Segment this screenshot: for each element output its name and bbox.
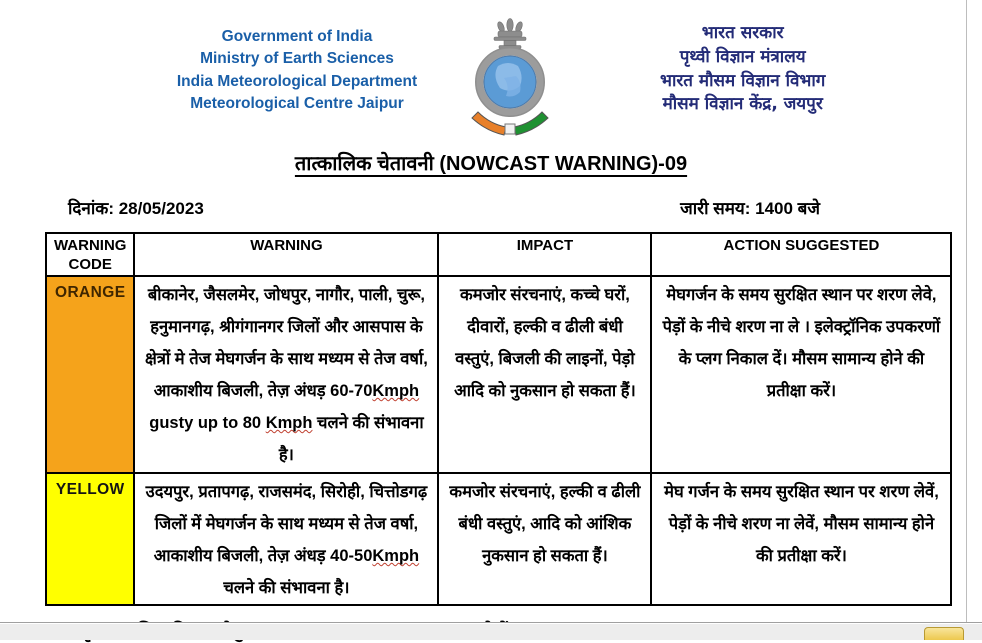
title-row xyxy=(0,149,982,176)
kendra-jaipur-line: मौसम विज्ञान केंद्र, जयपुर xyxy=(662,94,823,115)
table-header-row xyxy=(46,233,951,276)
yellow-warning-tail: चलने की संभावना है। xyxy=(223,579,350,598)
ministry-line: Ministry of Earth Sciences xyxy=(200,50,394,68)
imd-logo xyxy=(462,18,558,143)
bharat-sarkar-line: भारत सरकार xyxy=(701,23,784,43)
window-bottom-bar xyxy=(0,622,982,640)
orange-warning-text: बीकानेर, जैसलमेर, जोधपुर, नागौर, पाली, चुरू, हनुमानगढ़, श्रीगंगानगर जिलों और आसपास के क्षेत्रों मे तेज मेघगर्जन के साथ मध्यम से तेज वर्षा, आकाशीय बिजली, तेज़ अंधड़ 60-70 xyxy=(145,285,428,401)
orange-warning-cell xyxy=(134,276,438,473)
impact-header-cell: IMPACT xyxy=(438,233,651,276)
gov-of-india-line: Government of India xyxy=(221,28,373,45)
orange-kmph-1: Kmph xyxy=(372,382,420,401)
orange-warning-tail: चलने की संभावना है। xyxy=(278,414,424,465)
orange-kmph-2: Kmph xyxy=(265,414,313,433)
yellow-warning-row xyxy=(46,473,951,606)
yellow-code-cell: YELLOW xyxy=(46,473,134,606)
orange-impact-cell: कमजोर संरचनाएं, कच्चे घरों, दीवारों, हल्की व ढीली बंधी वस्तुएं, बिजली की लाइनों, पेड़ो आदि को नुकसान हो सकता हैं। xyxy=(438,276,651,473)
centre-jaipur-line: Meteorological Centre Jaipur xyxy=(190,95,404,113)
letterhead xyxy=(0,0,982,143)
page-title: तात्कालिक चेतावनी (NOWCAST WARNING)-09 xyxy=(294,153,688,175)
orange-warning-row xyxy=(46,276,951,473)
prithvi-vigyan-line: पृथ्वी विज्ञान मंत्रालय xyxy=(679,46,806,67)
issue-time-label: जारी समय: 1400 बजे xyxy=(680,199,820,218)
yellow-warning-cell xyxy=(134,473,438,606)
yellow-impact-cell: कमजोर संरचनाएं, हल्की व ढीली बंधी वस्तुएं, आदि को आंशिक नुकसान हो सकता हैं। xyxy=(438,473,651,606)
orange-code-cell: ORANGE xyxy=(46,276,134,473)
warning-table xyxy=(45,232,952,606)
letterhead-hindi xyxy=(660,18,825,117)
page-right-edge xyxy=(966,0,967,623)
bottom-right-button[interactable] xyxy=(924,627,964,640)
imd-logo-graphic xyxy=(464,18,556,138)
date-label: दिनांक: 28/05/2023 xyxy=(68,199,204,218)
yellow-action-cell: मेघ गर्जन के समय सुरक्षित स्थान पर शरण लेवें, पेड़ों के नीचे शरण ना लेवें, मौसम सामान्य होने की प्रतीक्षा करें। xyxy=(651,473,951,606)
imd-line: India Meteorological Department xyxy=(176,72,418,90)
mausam-vibhag-line: भारत मौसम विज्ञान विभाग xyxy=(660,70,826,91)
orange-warning-gusty: gusty up to 80 xyxy=(149,414,266,433)
meta-row xyxy=(68,196,820,219)
warning-code-header-cell: WARNING CODE xyxy=(46,233,134,276)
letterhead-english xyxy=(138,18,456,116)
warning-header-cell: WARNING xyxy=(134,233,438,276)
yellow-kmph-1: Kmph xyxy=(372,546,420,565)
action-header-cell: ACTION SUGGESTED xyxy=(651,233,951,276)
yellow-warning-text: उदयपुर, प्रतापगढ़, राजसमंद, सिरोही, चित्तोडगढ़ जिलों में मेघगर्जन के साथ मध्यम से तेज वर्षा, आकाशीय बिजली, तेज़ अंधड़ 40-50 xyxy=(145,482,428,565)
orange-action-cell: मेघगर्जन के समय सुरक्षित स्थान पर शरण लेवे, पेड़ों के नीचे शरण ना ले । इलेक्ट्रॉनिक उपकरणों के प्लग निकाल दें। मौसम सामान्य होने की प्रतीक्षा करें। xyxy=(651,276,951,473)
